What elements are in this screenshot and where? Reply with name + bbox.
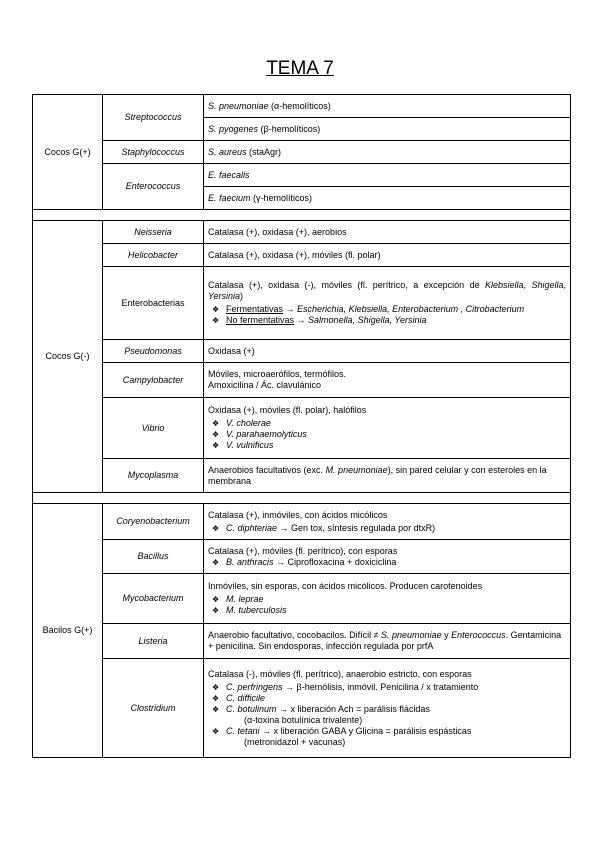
species-cell <box>204 187 571 210</box>
bullet-icon: ❖ <box>212 430 220 439</box>
description-part: . Gentamicina + penicilina. Sin endosporas, infección regulada por prfA <box>208 630 562 651</box>
list-item <box>208 594 566 605</box>
species-note: (staAgr) <box>246 146 282 157</box>
genus-helicobacter: Helicobacter <box>103 244 204 267</box>
description-cell <box>204 504 571 540</box>
table-row <box>33 244 571 267</box>
bullet-icon: ❖ <box>212 316 220 325</box>
bullet-icon: ❖ <box>212 419 220 428</box>
species-name: E. faecalis <box>208 169 250 180</box>
bullet-icon: ❖ <box>212 704 220 714</box>
list-item <box>208 693 566 704</box>
list-item <box>208 440 566 451</box>
table-row <box>33 398 571 459</box>
description-part: Anaerobio facultativo, cocobacilos. Difícil ≠ <box>208 630 382 640</box>
species-name: S. pyogenes <box>208 123 259 134</box>
genus-mycobacterium: Mycobacterium <box>103 574 204 624</box>
genus-list: Escherichia, Klebsiella, Enterobacterium , Citrobacterium <box>297 304 525 314</box>
bullet-icon: ❖ <box>212 441 220 450</box>
group-cocos-gram-negative: Cocos G(-) <box>33 221 103 493</box>
description-cell <box>204 659 571 758</box>
page-title: TEMA 7 <box>266 58 334 79</box>
bullet-icon: ❖ <box>212 726 220 736</box>
description-text: Catalasa (+), inmóviles, con ácidos micólicos <box>208 509 388 520</box>
table-row <box>33 624 571 659</box>
species-cell <box>204 95 571 118</box>
list-item <box>208 605 566 616</box>
list-item <box>208 315 566 326</box>
description-cell <box>204 540 571 574</box>
arrow: → <box>294 315 309 325</box>
description-cell: Catalasa (+), oxidasa (+), aerobios <box>204 221 571 244</box>
table-row <box>33 221 571 244</box>
list-item <box>208 304 566 315</box>
bullet-icon: ❖ <box>212 682 220 692</box>
species-name: C. tetani <box>226 725 260 736</box>
description-cell <box>204 267 571 340</box>
species-name: V. cholerae <box>226 418 271 428</box>
description-part: Anaerobios facultativos (exc. <box>208 464 326 475</box>
description-text <box>208 280 566 302</box>
arrow: → <box>283 304 298 314</box>
description-text: Inmóviles, sin esporas, con ácidos micólicos. Producen carotenoides <box>208 581 483 591</box>
species-name: S. aureus <box>208 146 247 157</box>
table-row <box>33 659 571 758</box>
species-name: S. pneumoniae <box>381 630 442 640</box>
species-note: (α-hemolíticos) <box>268 100 331 111</box>
description-cell: Oxidasa (+) <box>204 340 571 363</box>
species-name: Enterococcus <box>451 630 506 640</box>
description-part: ), sin pared celular y con esteroles en la membrana <box>208 464 547 486</box>
description-cell: Catalasa (+), oxidasa (+), móviles (fl. polar) <box>204 244 571 267</box>
genus-bacillus: Bacillus <box>103 540 204 574</box>
bullet-list <box>208 418 566 451</box>
bullet-list <box>208 523 566 534</box>
species-note: → x liberación GABA y Glicina = parálisis espásticas <box>259 725 472 736</box>
list-item <box>208 557 566 568</box>
list-item <box>208 726 566 748</box>
description-part: Catalasa (+), oxidasa (-), móviles (fl. perítrico, a excepción de <box>208 280 486 290</box>
species-note: (β-hemolíticos) <box>258 123 321 134</box>
species-name: E. faecium <box>208 192 251 203</box>
description-cell <box>204 363 571 398</box>
bullet-list <box>208 557 566 568</box>
bullet-list <box>208 682 566 748</box>
species-name: S. pneumoniae <box>208 100 269 111</box>
genus-enterococcus: Enterococcus <box>103 164 204 210</box>
table-row <box>33 141 571 164</box>
species-note: → β-hemólisis, inmóvil. Penicilina / x tratamiento <box>282 681 479 692</box>
list-item <box>208 418 566 429</box>
bullet-list <box>208 594 566 616</box>
list-item <box>208 682 566 693</box>
bullet-icon: ❖ <box>212 693 220 703</box>
species-subnote: (metronidazol + vacunas) <box>244 736 346 747</box>
table-row <box>33 363 571 398</box>
genus-vibrio: Vibrio <box>103 398 204 459</box>
species-name: V. parahaemolyticus <box>226 429 307 439</box>
table-row <box>33 504 571 540</box>
genus-mycoplasma: Mycoplasma <box>103 459 204 493</box>
species-name: C. diphteriae <box>226 522 278 533</box>
separator-row <box>33 210 571 221</box>
separator-cell <box>33 210 571 221</box>
description-cell <box>204 459 571 493</box>
description-text: Catalasa (+), móviles (fl. perítrico), con esporas <box>208 545 398 556</box>
list-item <box>208 704 566 726</box>
genus-coryenobacterium: Coryenobacterium <box>103 504 204 540</box>
category-label: No fermentativas <box>226 315 295 325</box>
species-name: V. vulnificus <box>226 440 274 450</box>
group-cocos-gram-positive: Cocos G(+) <box>33 95 103 210</box>
bullet-list <box>208 304 566 326</box>
table-row <box>33 95 571 118</box>
list-item <box>208 429 566 440</box>
description-part: y <box>441 630 452 640</box>
species-cell <box>204 164 571 187</box>
description-part: ) <box>240 291 244 301</box>
genus-campylobacter: Campylobacter <box>103 363 204 398</box>
genus-streptococcus: Streptococcus <box>103 95 204 141</box>
genus-neisseria: Neisseria <box>103 221 204 244</box>
table-row <box>33 459 571 493</box>
species-subnote: (α-toxina botulínica trivalente) <box>244 714 363 725</box>
description-text: Catalasa (-), móviles (fl. perítrico), anaerobio estricto, con esporas <box>208 668 472 679</box>
genus-enterobacterias: Enterobacterias <box>103 267 204 340</box>
species-note: → Ciprofloxacina + doxiciclina <box>273 556 397 567</box>
species-name: C. botulinum <box>226 703 277 714</box>
category-label: Fermentativas <box>226 304 284 314</box>
species-note: → x liberación Ach = parálisis flácidas <box>276 703 430 714</box>
species-name: B. anthracis <box>226 556 274 567</box>
species-name: C. perfringens <box>226 681 283 692</box>
bullet-icon: ❖ <box>212 606 220 615</box>
species-note: (γ-hemolíticos) <box>250 192 313 203</box>
genus-list: Salmonella, Shigella, Yersinia <box>308 315 427 325</box>
table-row <box>33 540 571 574</box>
description-line: Móviles, microaerófilos, termófilos. <box>208 369 347 379</box>
table-row <box>33 340 571 363</box>
species-name: M. tuberculosis <box>226 605 287 615</box>
species-cell <box>204 141 571 164</box>
species-note: → Gen tox, síntesis regulada por dtxR) <box>277 522 436 533</box>
description-cell <box>204 624 571 659</box>
exception-list: Klebsiella, Shigella, Yersinia <box>208 280 566 301</box>
genus-listeria: Listeria <box>103 624 204 659</box>
genus-clostridium: Clostridium <box>103 659 204 758</box>
description-text: Oxidasa (+), móviles (fl. polar), halófilos <box>208 405 367 415</box>
bullet-icon: ❖ <box>212 305 220 314</box>
bullet-icon: ❖ <box>212 557 220 567</box>
species-cell <box>204 118 571 141</box>
species-name: M. leprae <box>226 594 264 604</box>
species-name: C. difficile <box>226 692 266 703</box>
separator-cell <box>33 493 571 504</box>
genus-staphylococcus: Staphylococcus <box>103 141 204 164</box>
description-cell <box>204 398 571 459</box>
table-row <box>33 574 571 624</box>
genus-pseudomonas: Pseudomonas <box>103 340 204 363</box>
bullet-icon: ❖ <box>212 595 220 604</box>
list-item <box>208 523 566 534</box>
species-name: M. pneumoniae <box>325 464 388 475</box>
bacteria-table <box>32 94 571 758</box>
bullet-icon: ❖ <box>212 523 220 533</box>
description-line: Amoxicilina / Ác. clavulánico <box>208 380 322 390</box>
table-row <box>33 164 571 187</box>
separator-row <box>33 493 571 504</box>
description-cell <box>204 574 571 624</box>
table-row <box>33 267 571 340</box>
group-bacilos-gram-positive: Bacilos G(+) <box>33 504 103 758</box>
